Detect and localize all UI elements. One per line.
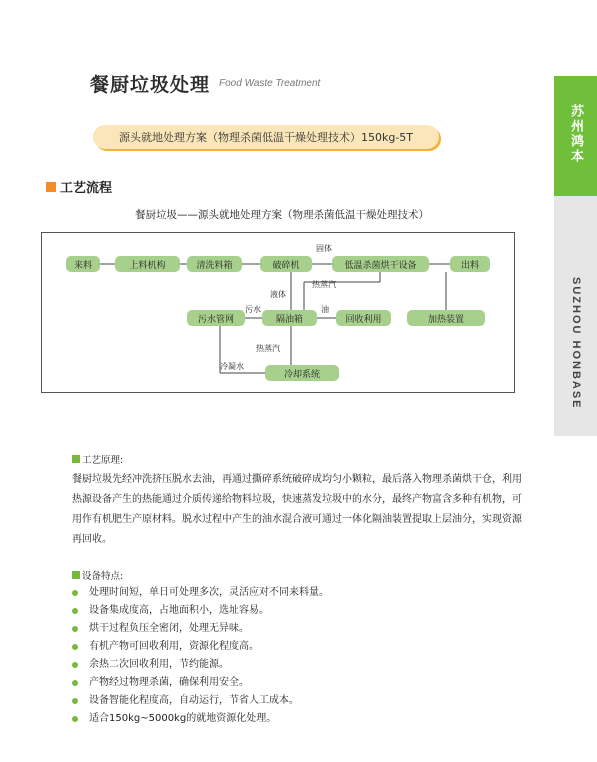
diagram-title: 餐厨垃圾——源头就地处理方案（物理杀菌低温干燥处理技术） [135,209,429,221]
node-oil-separator: 隔油箱 [262,310,317,326]
orange-square-icon [46,182,56,192]
node-heater: 加热装置 [407,310,485,326]
bullet-icon [72,644,78,650]
label-solid: 固体 [316,244,332,253]
bullet-icon [72,680,78,686]
bullet-icon [72,590,78,596]
node-feeding-mechanism: 上料机构 [115,256,180,272]
label-liquid: 液体 [270,290,286,299]
list-item: 余热二次回收利用，节约能源。 [72,656,329,674]
principle-heading [72,452,123,466]
label-oil: 油 [321,305,329,314]
bullet-icon [72,698,78,704]
bullet-icon [72,608,78,614]
node-crusher: 破碎机 [260,256,312,272]
side-tab-gray [554,196,597,436]
principle-text: 餐厨垃圾先经冲洗挤压脱水去油，再通过撕碎系统破碎成均匀小颗粒，最后落入物理杀菌烘干仓，利用热源设备产生的热能通过介质传递给物料垃圾，快速蒸发垃圾中的水分，最终产物富含多种有机物，可用作有机肥生产原材料。脱水过程中产生的油水混合液可通过一体化隔油装置提取上层油分，实现资源再回收。 [72,474,522,545]
list-item: 产物经过物理杀菌，确保利用安全。 [72,674,329,692]
features-list [72,584,329,728]
process-heading-label: 工艺流程 [60,181,113,196]
label-hot-steam-top: 热蒸汽 [312,280,336,289]
node-recycling: 回收利用 [336,310,391,326]
green-square-icon [72,571,80,579]
label-sewage: 污水 [245,305,261,314]
side-brand-en: SUZHOU HONBASE [570,276,582,410]
node-sewer: 污水管网 [187,310,245,326]
bullet-icon [72,626,78,632]
list-item: 设备智能化程度高，自动运行，节省人工成本。 [72,692,329,710]
solution-banner: 源头就地处理方案（物理杀菌低温干燥处理技术）150kg-5T [93,125,439,149]
features-heading [72,568,123,582]
side-tab [554,76,597,436]
node-washing-tank: 清洗料箱 [187,256,242,272]
label-condensate: 冷凝水 [220,362,244,371]
list-item: 有机产物可回收利用，资源化程度高。 [72,638,329,656]
process-heading [46,177,112,196]
side-brand-cn: 苏州鸿本 [568,104,583,164]
page-subtitle: Food Waste Treatment [219,78,321,89]
page-title: 餐厨垃圾处理 [90,74,211,96]
principle-heading-label: 工艺原理: [82,455,124,466]
list-item: 处理时间短，单日可处理多次，灵活应对不同来料量。 [72,584,329,602]
list-item: 适合150kg~5000kg的就地资源化处理。 [72,710,329,728]
node-incoming: 来料 [66,256,100,272]
list-item: 烘干过程负压全密闭，处理无异味。 [72,620,329,638]
list-item: 设备集成度高，占地面积小，选址容易。 [72,602,329,620]
label-hot-steam-bottom: 热蒸汽 [256,344,280,353]
side-tab-green [554,76,597,196]
bullet-icon [72,716,78,722]
node-cooling-system: 冷却系统 [265,365,339,381]
process-diagram [41,232,515,393]
bullet-icon [72,662,78,668]
features-heading-label: 设备特点: [82,571,124,582]
node-discharge: 出料 [450,256,490,272]
node-dryer: 低温杀菌烘干设备 [332,256,429,272]
green-square-icon [72,455,80,463]
